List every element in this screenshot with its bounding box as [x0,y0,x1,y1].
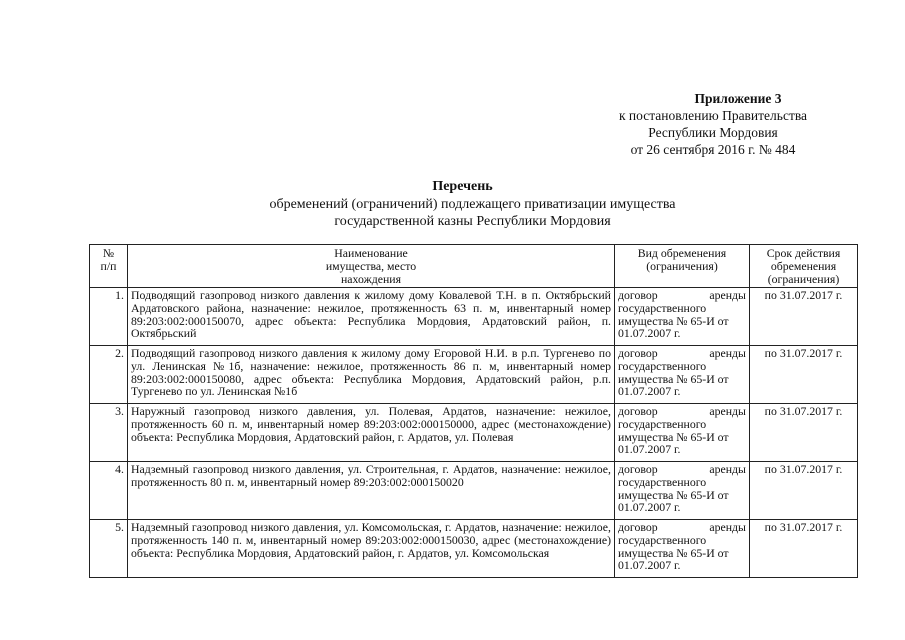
encumbrance-term: по 31.07.2017 г. [750,346,858,404]
table-row [90,520,858,578]
table-header-row [90,245,858,288]
table-row [90,462,858,520]
row-number: 1. [90,288,128,346]
encumbrance-type: договор аренды государственного имущества № 65-И от 01.07.2007 г. [615,520,750,578]
encumbrance-term: по 31.07.2017 г. [750,288,858,346]
heading-line-1: обременений (ограничений) подлежащего приватизации имущества [269,196,676,212]
heading-title: Перечень [432,179,493,194]
row-number: 5. [90,520,128,578]
property-description: Наружный газопровод низкого давления, ул. Полевая, Ардатов, назначение: нежилое, протяженность 60 п. м, инвентарный номер 89:203:002:000150000, адрес (местонахождение) объекта: Республика Мордовия, Ардатовский район, г. Ардатов, ул. Полевая [128,404,615,462]
document-heading [0,178,905,231]
appendix-line-2: Республики Мордовия [648,125,778,140]
property-description: Подводящий газопровод низкого давления к жилому дому Ковалевой Т.Н. в п. Октябрьский Ардатовского района, назначение: нежилое, протяженность 63 п. м, инвентарный номер 89:203:002:000150070, адрес объекта: Республика Мордовия, Ардатовский район, п. Октябрьский [128,288,615,346]
heading-line-2: государственной казны Республики Мордовия [334,214,611,229]
row-number: 4. [90,462,128,520]
appendix-block [598,90,828,158]
row-number: 3. [90,404,128,462]
header-encumbrance: Вид обременения (ограничения) [615,245,750,288]
encumbrance-term: по 31.07.2017 г. [750,520,858,578]
encumbrance-type: договор аренды государственного имущества № 65-И от 01.07.2007 г. [615,346,750,404]
encumbrance-type: договор аренды государственного имущества № 65-И от 01.07.2007 г. [615,404,750,462]
header-name: Наименование имущества, место нахождения [128,245,615,288]
encumbrance-term: по 31.07.2017 г. [750,462,858,520]
property-description: Надземный газопровод низкого давления, ул. Комсомольская, г. Ардатов, назначение: нежилое, протяженность 140 п. м, инвентарный номер 89:203:002:000150030, адрес (местонахождение) объекта: Республика Мордовия, Ардатовский район, г. Ардатов, ул. Комсомольская [128,520,615,578]
encumbrance-type: договор аренды государственного имущества № 65-И от 01.07.2007 г. [615,462,750,520]
header-term: Срок действия обременения (ограничения) [750,245,858,288]
table-row [90,404,858,462]
appendix-line-3: от 26 сентября 2016 г. № 484 [630,142,796,157]
encumbrance-table [89,244,858,578]
header-num: № п/п [90,245,128,288]
property-description: Подводящий газопровод низкого давления к жилому дому Егоровой Н.И. в р.п. Тургенево по ул. Ленинская №1б, назначение: нежилое, протяженность 86 п. м, инвентарный номер 89:203:002:000150080, адрес объекта: Республика Мордовия, Ардатовский район, р.п. Тургенево по ул. Ленинская №1б [128,346,615,404]
table-row [90,346,858,404]
encumbrance-type: договор аренды государственного имущества № 65-И от 01.07.2007 г. [615,288,750,346]
property-description: Надземный газопровод низкого давления, ул. Строительная, г. Ардатов, назначение: нежилое, протяженность 80 п. м, инвентарный номер 89:203:002:000150020 [128,462,615,520]
appendix-title: Приложение 3 [694,91,782,106]
row-number: 2. [90,346,128,404]
table-row [90,288,858,346]
encumbrance-term: по 31.07.2017 г. [750,404,858,462]
appendix-line-1: к постановлению Правительства [618,108,808,123]
